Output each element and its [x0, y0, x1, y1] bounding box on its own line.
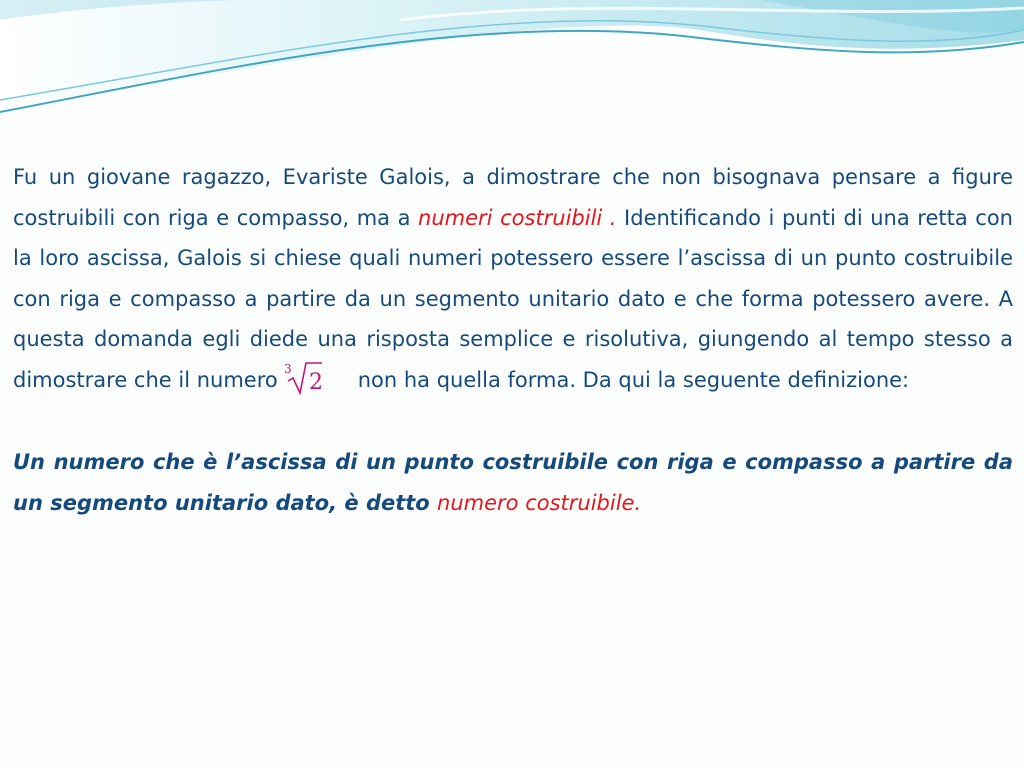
cube-root-of-two-formula: [282, 357, 340, 397]
definition-paragraph: [13, 442, 1013, 523]
intro-text-a: Fu un giovane ragazzo, Evariste Galois, a dimostrare che non bisognava pensare a figure costruibili con riga e compasso, ma a: [13, 165, 1013, 230]
root-radicand: 2: [308, 369, 323, 395]
slide-content: [13, 157, 1013, 523]
root-index: 3: [283, 361, 292, 376]
intro-text-b: Identificando i punti di una retta con la loro ascissa, Galois si chiese quali numeri potessero essere l’ascissa di un punto costruibile con riga e compasso a partire da un segmento unitario dato e che forma potessero avere. A questa domanda egli diede una risposta semplice e risolutiva, giungendo al tempo stesso a dimostrare che il numero: [13, 205, 1013, 392]
definition-end: .: [634, 490, 642, 515]
highlight-numeri-costruibili: numeri costruibili .: [418, 205, 617, 230]
intro-paragraph: [13, 157, 1013, 401]
definition-term: numero costruibile: [437, 490, 635, 515]
decorative-wave-header: [0, 0, 1024, 130]
intro-text-c: non ha quella forma. Da qui la seguente definizione:: [357, 367, 910, 392]
definition-text: Un numero che è l’ascissa di un punto costruibile con riga e compasso a partire da un segmento unitario dato, è detto: [13, 449, 1013, 515]
paragraph-gap: [13, 401, 1013, 442]
